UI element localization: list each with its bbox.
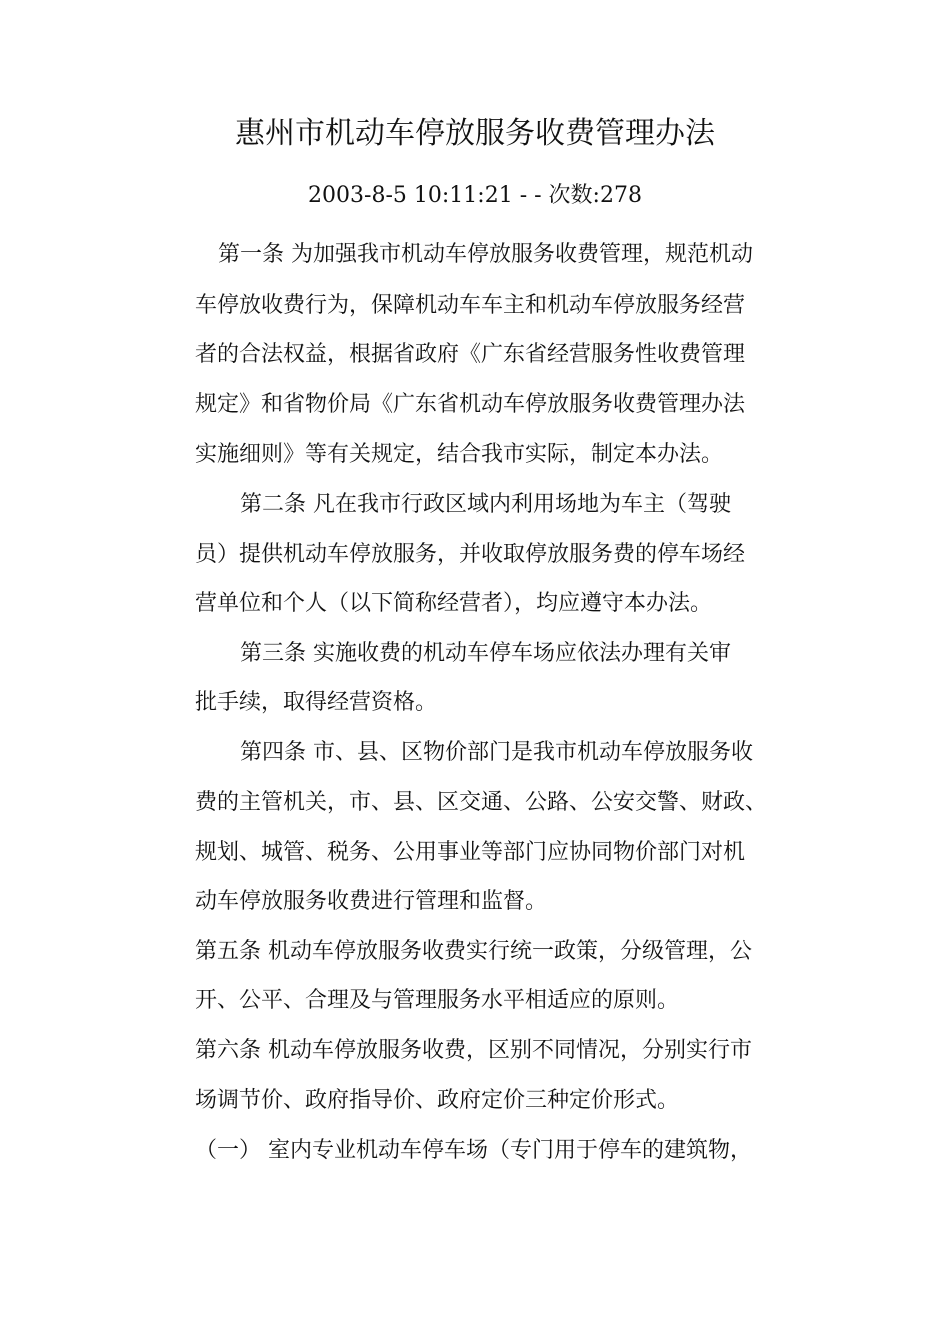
text-line: 第五条 机动车停放服务收费实行统一政策，分级管理，公 (195, 939, 752, 964)
text-line: （一） 室内专业机动车停车场（专门用于停车的建筑物， (195, 1138, 752, 1163)
text-line: 费的主管机关，市、县、区交通、公路、公安交警、财政、 (195, 790, 768, 815)
text-line: 者的合法权益，根据省政府《广东省经营服务性收费管理 (195, 342, 746, 367)
text-line: 第二条 凡在我市行政区域内利用场地为车主（驾驶 (240, 492, 731, 517)
text-line: 规划、城管、税务、公用事业等部门应协同物价部门对机 (195, 840, 746, 865)
text-line: 员）提供机动车停放服务，并收取停放服务费的停车场经 (195, 542, 746, 567)
text-line: 规定》和省物价局《广东省机动车停放服务收费管理办法 (195, 392, 746, 417)
text-line: 开、公平、合理及与管理服务水平相适应的原则。 (195, 988, 680, 1013)
text-line: 批手续，取得经营资格。 (195, 690, 438, 715)
text-line: 第四条 市、县、区物价部门是我市机动车停放服务收 (240, 740, 753, 765)
text-line: 实施细则》等有关规定，结合我市实际，制定本办法。 (195, 442, 724, 467)
text-line: 车停放收费行为，保障机动车车主和机动车停放服务经营 (195, 293, 746, 318)
text-line: 第一条 为加强我市机动车停放服务收费管理，规范机动 (218, 242, 753, 267)
text-line: 第六条 机动车停放服务收费，区别不同情况，分别实行市 (195, 1038, 752, 1063)
document-meta: 2003-8-5 10:11:21 - - 次数:278 (308, 183, 642, 208)
document-title: 惠州市机动车停放服务收费管理办法 (235, 116, 715, 151)
text-line: 动车停放服务收费进行管理和监督。 (195, 889, 548, 914)
text-line: 营单位和个人（以下简称经营者），均应遵守本办法。 (195, 591, 713, 616)
text-line: 第三条 实施收费的机动车停车场应依法办理有关审 (240, 641, 731, 666)
text-line: 场调节价、政府指导价、政府定价三种定价形式。 (195, 1088, 680, 1113)
